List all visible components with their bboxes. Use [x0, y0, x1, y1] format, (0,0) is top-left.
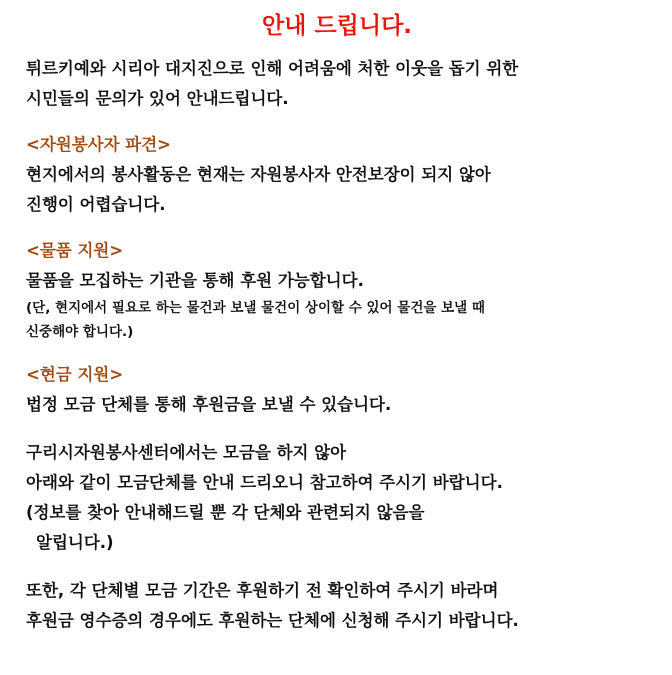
goods-note-1: (단, 현지에서 필요로 하는 물건과 보낼 물건이 상이할 수 있어 물건을 보낼 때	[26, 300, 485, 316]
center-line-2: 아래와 같이 모금단체를 안내 드리오니 참고하여 주시기 바랍니다.	[26, 473, 503, 492]
volunteer-line-2: 진행이 어렵습니다.	[26, 195, 166, 214]
closing-line-1: 또한, 각 단체별 모금 기간은 후원하기 전 확인하여 주시기 바라며	[26, 581, 499, 600]
center-line-3: (정보를 찾아 안내해드릴 뿐 각 단체와 관련되지 않음을	[26, 503, 425, 522]
closing-section	[26, 576, 648, 636]
page-title: 안내 드립니다.	[261, 13, 413, 39]
cash-section	[26, 362, 648, 420]
volunteer-heading: <자원봉사자 파견>	[26, 135, 171, 154]
center-line-1: 구리시자원봉사센터에서는 모금을 하지 않아	[26, 443, 347, 462]
goods-heading: <물품 지원>	[26, 241, 124, 260]
intro-section	[26, 54, 648, 114]
center-line-4: 알립니다.)	[36, 533, 114, 552]
closing-line-2: 후원금 영수증의 경우에도 후원하는 단체에 신청해 주시기 바랍니다.	[26, 611, 519, 630]
center-section	[26, 438, 648, 558]
intro-line-2: 시민들의 문의가 있어 안내드립니다.	[26, 89, 289, 108]
goods-section	[26, 238, 648, 344]
cash-line-1: 법정 모금 단체를 통해 후원금을 보낼 수 있습니다.	[26, 395, 392, 414]
intro-line-1: 튀르키예와 시리아 대지진으로 인해 어려움에 처한 이웃을 돕기 위한	[26, 59, 519, 78]
goods-line-1: 물품을 모집하는 기관을 통해 후원 가능합니다.	[26, 271, 364, 290]
volunteer-section	[26, 132, 648, 220]
volunteer-line-1: 현지에서의 봉사활동은 현재는 자원봉사자 안전보장이 되지 않아	[26, 165, 491, 184]
cash-heading: <현금 지원>	[26, 365, 124, 384]
goods-note-2: 신중해야 합니다.)	[26, 324, 134, 340]
